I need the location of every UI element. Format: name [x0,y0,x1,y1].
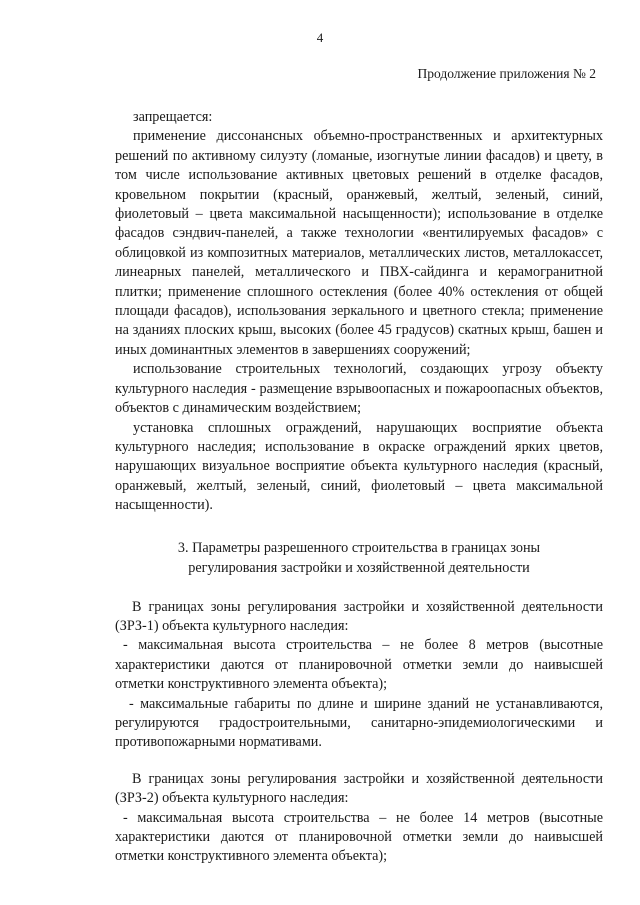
zrz1-item-height: - максимальная высота строительства – не более 8 метров (высотные характеристики даются от планировочной отметки земли до наивысшей отметки конструктивного элемента объекта); [115,637,603,693]
zrz1-item-dimensions: - максимальные габариты по длине и ширине зданий не устанавливаются, регулируются градостроительными, санитарно-эпидемиологическими и противопожарными нормативами. [115,695,603,751]
paragraph-construction-technologies: использование строительных технологий, создающих угрозу объекту культурного наследия - размещение взрывоопасных и пожароопасных объектов, объектов с динамическим воздействием; [115,361,603,417]
section-title-line1: 3. Параметры разрешенного строительства в границах зоны [177,539,541,556]
paragraph-dissonant-solutions: применение диссонансных объемно-пространственных и архитектурных решений по активному силуэту (ломаные, изогнутые линии фасадов) и цвету, в том числе использование активных цветовых решений в отделке фасадов, кровельном покрытии (красный, оранжевый, желтый, зеленый, синий, фиолетовый – цвета максимальной насыщенности); использование в отделке фасадов сэндвич-панелей, а также технологии «вентилируемых фасадов» с облицовкой из композитных материалов, металлических листов, металлокассет, линеарных панелей, металлического и ПВХ-сайдинга и керамогранитной плитки; применение сплошного остекления (более 40% остекления от общей площади фасадов), использования зеркального и цветного стекла; применение на зданиях плоских крыш, высоких (более 45 градусов) скатных крыш, башен и иных доминантных элементов в завершениях сооружений; [115,128,603,358]
section-title [115,538,603,578]
spacer [115,753,603,770]
zrz2-item-height: - максимальная высота строительства – не более 14 метров (высотные характеристики даются от планировочной отметки земли до наивысшей отметки конструктивного элемента объекта); [115,809,603,865]
zrz1-intro: В границах зоны регулирования застройки и хозяйственной деятельности (ЗРЗ-1) объекта культурного наследия: [115,598,603,634]
zrz2-intro: В границах зоны регулирования застройки и хозяйственной деятельности (ЗРЗ-2) объекта культурного наследия: [115,770,603,807]
paragraph-fences: установка сплошных ограждений, нарушающих восприятие объекта культурного наследия; использование в окраске ограждений ярких цветов, нарушающих визуальное восприятие объекта культурного наследия (красный, оранжевый, желтый, зеленый, синий, фиолетовый – цвета максимальной насыщенности). [115,419,603,514]
continuation-header: Продолжение приложения № 2 [417,66,596,81]
page-number: 4 [316,30,324,45]
section-title-line2: регулирования застройки и хозяйственной деятельности [188,559,530,576]
document-body [115,108,603,867]
paragraph-prohibited-intro: запрещается: [133,109,213,125]
